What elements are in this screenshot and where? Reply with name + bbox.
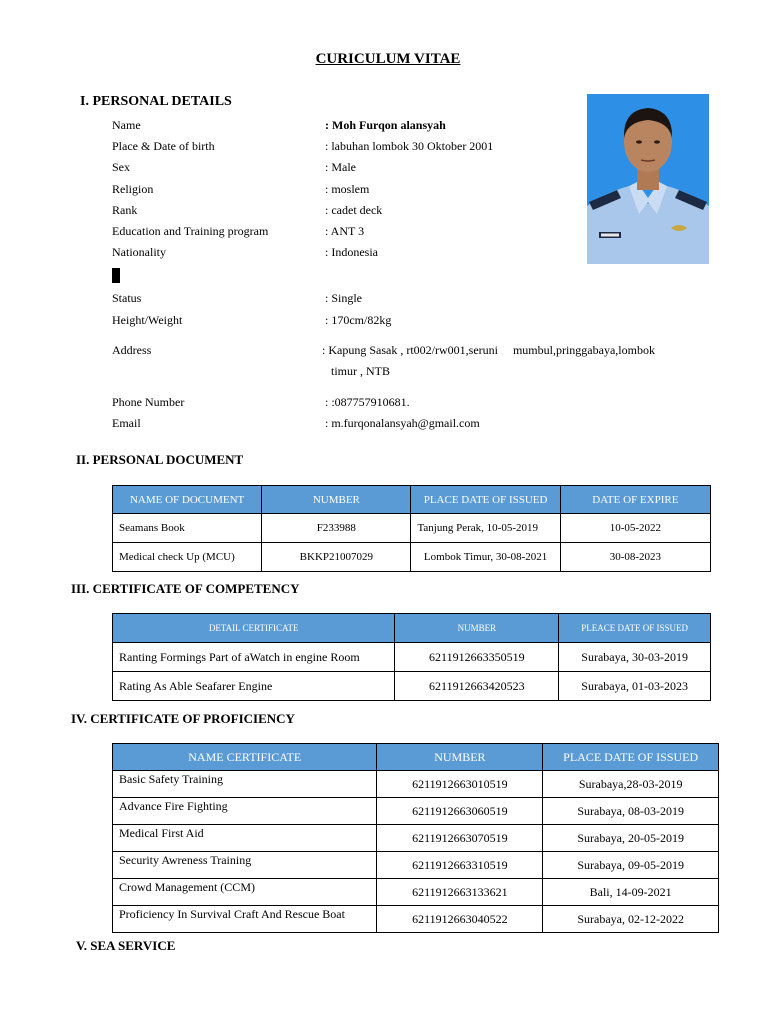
table-row xyxy=(113,672,711,701)
profile-photo xyxy=(587,94,709,264)
section-competency-heading: III. CERTIFICATE OF COMPETENCY xyxy=(71,581,300,596)
phone-value: : :087757910681. xyxy=(325,395,410,409)
table-row xyxy=(113,879,719,906)
table-header-row xyxy=(113,744,719,771)
section-proficiency-heading: IV. CERTIFICATE OF PROFICIENCY xyxy=(71,711,295,726)
birth-label: Place & Date of birth xyxy=(112,139,215,153)
status-value: : Single xyxy=(325,291,363,305)
table-row xyxy=(113,798,719,825)
table-row xyxy=(113,852,719,879)
status-label: Status xyxy=(112,291,142,305)
table-cell: 6211912663070519 xyxy=(377,825,543,852)
proficiency-table xyxy=(112,743,719,933)
column-header: NUMBER xyxy=(262,486,411,514)
address-label: Address xyxy=(112,343,152,357)
table-cell: Surabaya, 20-05-2019 xyxy=(543,825,719,852)
education-value: : ANT 3 xyxy=(325,224,365,238)
table-cell: Ranting Formings Part of aWatch in engine Room xyxy=(113,643,395,672)
table-cell: 6211912663350519 xyxy=(395,643,559,672)
table-cell: 6211912663060519 xyxy=(377,798,543,825)
email-label: Email xyxy=(112,416,141,430)
name-value: : Moh Furqon alansyah xyxy=(325,118,446,132)
table-cell: Surabaya, 01-03-2023 xyxy=(559,672,711,701)
column-header: PLEACE DATE OF ISSUED xyxy=(559,614,711,643)
table-cell: Surabaya, 09-05-2019 xyxy=(543,852,719,879)
table-row xyxy=(113,771,719,798)
column-header: PLACE DATE OF ISSUED xyxy=(411,486,560,514)
religion-value: : moslem xyxy=(325,182,370,196)
table-cell: 6211912663010519 xyxy=(377,771,543,798)
table-row xyxy=(113,543,711,572)
table-cell: 6211912663040522 xyxy=(377,906,543,933)
sex-label: Sex xyxy=(112,160,130,174)
table-cell: Rating As Able Seafarer Engine xyxy=(113,672,395,701)
table-header-row xyxy=(113,486,711,514)
table-cell: Seamans Book xyxy=(113,514,262,543)
column-header: NAME CERTIFICATE xyxy=(113,744,377,771)
address-line-1: : Kapung Sasak , rt002/rw001,seruni mumbul,pringgabaya,lombok xyxy=(322,343,655,357)
table-cell: Surabaya,28-03-2019 xyxy=(543,771,719,798)
table-cell: 30-08-2023 xyxy=(560,543,710,572)
table-row xyxy=(113,825,719,852)
table-cell: 6211912663420523 xyxy=(395,672,559,701)
table-cell: 10-05-2022 xyxy=(560,514,710,543)
table-cell: Crowd Management (CCM) xyxy=(113,879,377,906)
rank-value: : cadet deck xyxy=(325,203,383,217)
table-header-row xyxy=(113,614,711,643)
column-header: PLACE DATE OF ISSUED xyxy=(543,744,719,771)
table-cell: Surabaya, 08-03-2019 xyxy=(543,798,719,825)
table-cell: Advance Fire Fighting xyxy=(113,798,377,825)
table-cell: F233988 xyxy=(262,514,411,543)
column-header: NUMBER xyxy=(395,614,559,643)
page-title: CURICULUM VITAE xyxy=(315,51,461,67)
table-cell: Medical check Up (MCU) xyxy=(113,543,262,572)
table-cell: Tanjung Perak, 10-05-2019 xyxy=(411,514,560,543)
table-row xyxy=(113,906,719,933)
table-cell: Bali, 14-09-2021 xyxy=(543,879,719,906)
column-header: DATE OF EXPIRE xyxy=(560,486,710,514)
nationality-value: : Indonesia xyxy=(325,245,378,259)
table-cell: BKKP21007029 xyxy=(262,543,411,572)
column-header: NAME OF DOCUMENT xyxy=(113,486,262,514)
phone-label: Phone Number xyxy=(112,395,185,409)
height-weight-label: Height/Weight xyxy=(112,313,183,327)
education-label: Education and Training program xyxy=(112,224,269,238)
table-cell: Lombok Timur, 30-08-2021 xyxy=(411,543,560,572)
sex-value: : Male xyxy=(325,160,356,174)
table-cell: Surabaya, 30-03-2019 xyxy=(559,643,711,672)
section-personal-document-heading: II. PERSONAL DOCUMENT xyxy=(76,452,244,467)
nationality-label: Nationality xyxy=(112,245,166,259)
table-cell: 6211912663133621 xyxy=(377,879,543,906)
competency-table xyxy=(112,613,711,701)
religion-label: Religion xyxy=(112,182,154,196)
table-cell: 6211912663310519 xyxy=(377,852,543,879)
section-sea-service-heading: V. SEA SERVICE xyxy=(76,938,176,953)
birth-value: : labuhan lombok 30 Oktober 2001 xyxy=(325,139,494,153)
table-cell: Medical First Aid xyxy=(113,825,377,852)
name-label: Name xyxy=(112,118,141,132)
email-value: : m.furqonalansyah@gmail.com xyxy=(325,416,480,430)
person-portrait-icon xyxy=(587,94,709,264)
address-line-2: timur , NTB xyxy=(331,364,390,378)
table-cell: Proficiency In Survival Craft And Rescue Boat xyxy=(113,906,377,933)
table-cell: Basic Safety Training xyxy=(113,771,377,798)
table-cell: Security Awreness Training xyxy=(113,852,377,879)
height-weight-value: : 170cm/82kg xyxy=(325,313,392,327)
section-personal-details-heading: I. PERSONAL DETAILS xyxy=(80,94,232,109)
table-row xyxy=(113,514,711,543)
rank-label: Rank xyxy=(112,203,138,217)
personal-document-table xyxy=(112,485,711,572)
column-header: NUMBER xyxy=(377,744,543,771)
text-cursor-mark xyxy=(112,268,120,283)
column-header: DETAIL CERTIFICATE xyxy=(113,614,395,643)
table-cell: Surabaya, 02-12-2022 xyxy=(543,906,719,933)
table-row xyxy=(113,643,711,672)
